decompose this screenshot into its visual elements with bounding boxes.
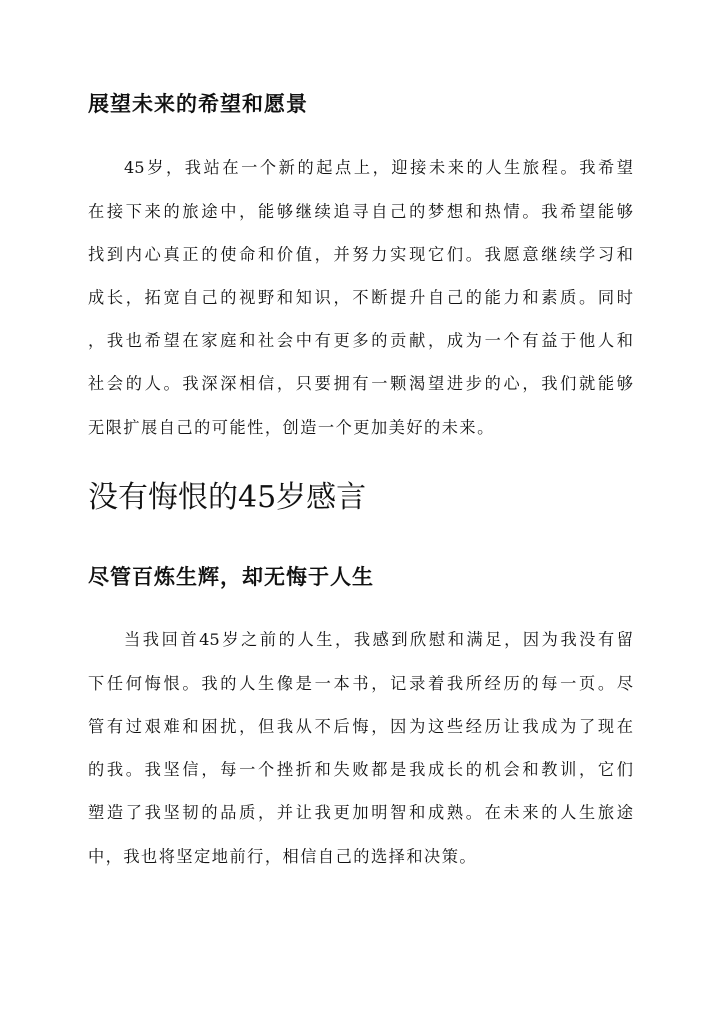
section-heading-hopes: 展望未来的希望和愿景 — [88, 91, 308, 116]
paragraph-line: 塑造了我坚韧的品质，并让我更加明智和成熟。在未来的人生旅途 — [88, 803, 633, 822]
paragraph-line: 45岁，我站在一个新的起点上，迎接未来的人生旅程。我希望 — [124, 158, 633, 177]
paragraph-line: 管有过艰难和困扰，但我从不后悔，因为这些经历让我成为了现在 — [88, 717, 633, 736]
paragraph-line: 成长，拓宽自己的视野和知识，不断提升自己的能力和素质。同时 — [88, 288, 633, 307]
paragraph-line: 无限扩展自己的可能性，创造一个更加美好的未来。 — [88, 418, 495, 437]
paragraph-line: 的我。我坚信，每一个挫折和失败都是我成长的机会和教训，它们 — [88, 760, 633, 779]
paragraph-line: 在接下来的旅途中，能够继续追寻自己的梦想和热情。我希望能够 — [88, 202, 633, 221]
section-heading-no-regret: 尽管百炼生辉，却无悔于人生 — [88, 564, 374, 589]
paragraph-line: ，我也希望在家庭和社会中有更多的贡献，成为一个有益于他人和 — [88, 331, 633, 350]
paragraph-line: 当我回首45岁之前的人生，我感到欣慰和满足，因为我没有留 — [124, 630, 633, 649]
paragraph-line: 社会的人。我深深相信，只要拥有一颗渴望进步的心，我们就能够 — [88, 374, 633, 393]
paragraph-line: 中，我也将坚定地前行，相信自己的选择和决策。 — [88, 847, 478, 866]
paragraph-line: 找到内心真正的使命和价值，并努力实现它们。我愿意继续学习和 — [88, 245, 633, 264]
chapter-title: 没有悔恨的45岁感言 — [88, 480, 367, 515]
paragraph-line: 下任何悔恨。我的人生像是一本书，记录着我所经历的每一页。尽 — [88, 674, 633, 693]
